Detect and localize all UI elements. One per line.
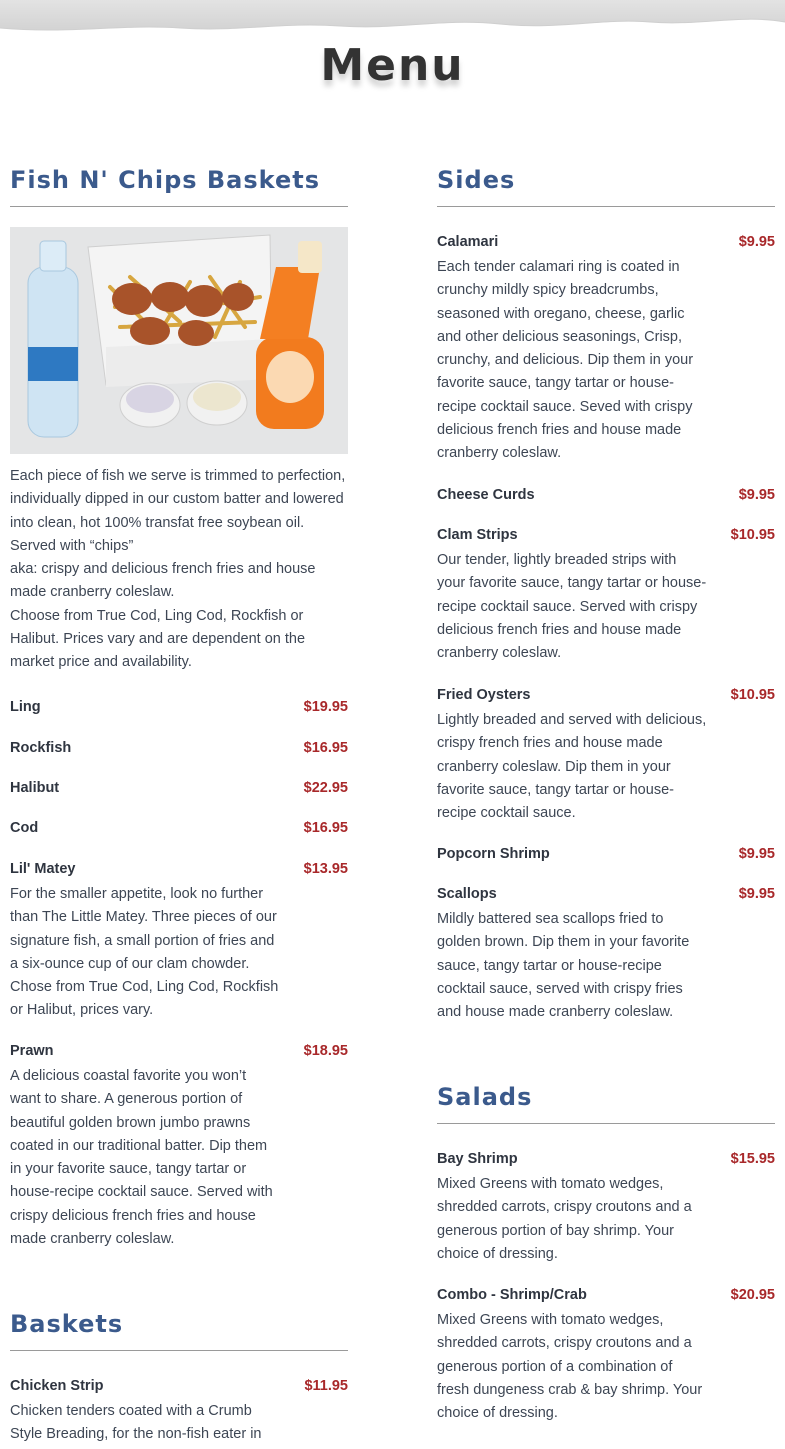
menu-item-clam-strips [437,525,775,665]
page-title: Menu [320,40,465,91]
item-name: Prawn [10,1043,54,1059]
item-description: A delicious coastal favorite you won’t want to share. A generous portion of beautiful golden brown jumbo prawns coated in our traditional batter. Dip them in your favorite sauce, tangy tartar or house-recipe cocktail sauce. Served with crispy delicious french fries and house made cranberry coleslaw. [10,1068,273,1248]
intro-paragraph: Each piece of fish we serve is trimmed to perfection, individually dipped in our custom batter and lowered into clean, hot 100% transfat free soybean oil. [10,468,346,531]
item-name: Combo - Shrimp/Crab [437,1287,587,1303]
item-name: Lil' Matey [10,861,76,877]
item-description: Each tender calamari ring is coated in crunchy mildly spicy breadcrumbs, seasoned with oregano, cheese, garlic and other delicious seasonings, Crisp, crunchy, and delicious. Dip them in your favorite sauce, tangy tartar or house-recipe cocktail sauce. Seved with crispy delicious french fries and house made cranberry coleslaw. [437,259,694,462]
menu-item-chicken-strip [10,1376,348,1447]
item-name: Halibut [10,780,60,796]
section-divider [437,1123,775,1124]
section-title-baskets: Baskets [10,1310,124,1338]
menu-item-combo-shrimp-crab [437,1285,775,1425]
section-sides [437,165,775,207]
fish-and-chips-photo [10,227,348,454]
item-price: $11.95 [304,1378,348,1394]
item-price: $16.95 [303,740,348,756]
item-description: Mixed Greens with tomato wedges, shredded carrots, crispy croutons and a generous portion of a combination of fresh dungeness crab & bay shrimp. Your choice of dressing. [437,1312,703,1422]
item-description: Chicken tenders coated with a Crumb Style Breading, for the non-fish eater in [10,1403,262,1443]
menu-item-prawn [10,1041,348,1251]
menu-item-popcorn-shrimp [437,844,775,864]
intro-paragraph: Choose from True Cod, Ling Cod, Rockfish or Halibut. Prices vary and are dependent on the market price and availability. [10,607,306,671]
item-price: $13.95 [303,861,348,877]
item-name: Scallops [437,886,497,902]
item-price: $10.95 [730,687,775,703]
menu-item-rockfish [10,738,348,758]
fish-n-chips-intro [10,465,348,675]
item-name: Calamari [437,234,499,250]
item-description: Lightly breaded and served with delicious, crispy french fries and house made cranberry coleslaw. Dip them in your favorite sauce, tangy tartar or house-recipe cocktail sauce. [437,712,707,822]
item-name: Chicken Strip [10,1378,104,1394]
section-title-sides: Sides [437,166,516,194]
item-price: $9.95 [738,846,775,862]
item-price: $15.95 [730,1151,775,1167]
item-price: $9.95 [738,487,775,503]
item-price: $18.95 [303,1043,348,1059]
section-salads [437,1082,775,1124]
menu-item-calamari [437,232,775,466]
section-baskets [10,1309,348,1351]
intro-paragraph: Served with “chips” [10,537,134,554]
intro-paragraph: aka: crispy and delicious french fries and house made cranberry coleslaw. [10,561,316,601]
item-name: Cheese Curds [437,487,535,503]
menu-item-cod [10,818,348,838]
item-name: Bay Shrimp [437,1151,518,1167]
item-name: Rockfish [10,740,72,756]
item-price: $9.95 [738,886,775,902]
section-title-fish-n-chips: Fish N' Chips Baskets [10,166,321,194]
menu-item-lil-matey [10,859,348,1023]
section-divider [437,206,775,207]
item-price: $10.95 [730,527,775,543]
item-price: $19.95 [303,699,348,715]
item-name: Fried Oysters [437,687,531,703]
item-name: Cod [10,820,39,836]
section-divider [10,1350,348,1351]
item-price: $16.95 [303,820,348,836]
fish-and-chips-illustration [10,227,348,454]
section-title-salads: Salads [437,1083,533,1111]
item-name: Popcorn Shrimp [437,846,550,862]
item-description: Mildly battered sea scallops fried to golden brown. Dip them in your favorite sauce, tangy tartar or house-recipe cocktail sauce, served with crispy fries and house made cranberry coleslaw. [437,911,690,1021]
section-divider [10,206,348,207]
item-price: $9.95 [738,234,775,250]
section-fish-n-chips [10,165,348,207]
menu-item-halibut [10,778,348,798]
menu-item-ling [10,697,348,717]
menu-item-bay-shrimp [437,1149,775,1266]
menu-item-scallops [437,884,775,1024]
item-description: For the smaller appetite, look no further than The Little Matey. Three pieces of our signature fish, a small portion of fries and a six-ounce cup of our clam chowder. Chose from True Cod, Ling Cod, Rockfish or Halibut, prices vary. [10,886,279,1019]
item-price: $22.95 [303,780,348,796]
menu-item-cheese-curds [437,485,775,505]
header-wave-decoration [0,0,785,40]
item-name: Ling [10,699,41,715]
item-name: Clam Strips [437,527,518,543]
menu-item-fried-oysters [437,685,775,825]
item-description: Mixed Greens with tomato wedges, shredded carrots, crispy croutons and a generous portion of bay shrimp. Your choice of dressing. [437,1176,692,1262]
item-price: $20.95 [730,1287,775,1303]
item-description: Our tender, lightly breaded strips with your favorite sauce, tangy tartar or house-recipe cocktail sauce. Served with crispy delicious french fries and house made cranberry coleslaw. [437,552,707,662]
